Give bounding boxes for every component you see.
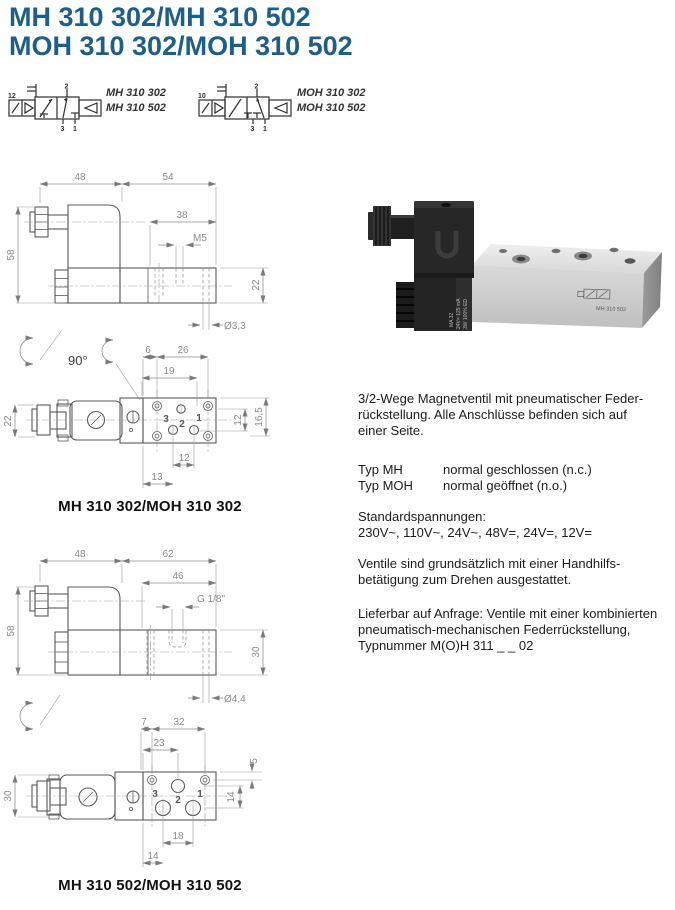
manual-override-note <box>358 556 670 588</box>
photo-valve-block <box>472 244 662 328</box>
svg-text:90°: 90° <box>68 353 88 368</box>
dimension-drawing-310502 <box>0 535 300 880</box>
voltages-values: 230V~, 110V~, 24V~, 48V=, 24V=, 12V= <box>358 524 592 540</box>
symbol-moh-graphic <box>199 84 291 124</box>
on-request-line2: pneumatisch-mechanischen Federrückstellung, <box>358 621 631 637</box>
svg-text:Ø4,4: Ø4,4 <box>224 694 246 705</box>
page-title-line1: MH 310 302/MH 310 502 <box>9 2 311 32</box>
description-intro-line2: rückstellung. Alle Anschlüsse befinden sich auf <box>358 406 627 422</box>
symbol-mh-label1: MH 310 302 <box>106 87 166 99</box>
caption-310502: MH 310 502/MOH 310 502 <box>58 877 242 894</box>
svg-text:16,5: 16,5 <box>254 407 265 427</box>
manual-override-line2: betätigung zum Drehen ausgestattet. <box>358 571 572 587</box>
symbol-mh-port2: 2 <box>64 83 69 91</box>
symbol-mh-label2: MH 310 502 <box>106 102 166 114</box>
svg-text:30: 30 <box>3 790 14 802</box>
d2-plan-dims <box>3 717 262 867</box>
d1-plan-dims <box>3 345 270 488</box>
svg-text:14: 14 <box>226 791 237 803</box>
svg-text:46: 46 <box>172 571 184 582</box>
type-moh-label: Typ MOH <box>358 477 413 493</box>
svg-text:48: 48 <box>74 549 86 560</box>
svg-text:58: 58 <box>6 625 17 637</box>
symbol-moh-port2: 2 <box>254 83 259 91</box>
svg-text:23: 23 <box>153 738 165 749</box>
d1-side-view <box>24 205 232 330</box>
svg-text:M5: M5 <box>193 233 207 244</box>
type-row-moh <box>358 478 670 494</box>
photo-coil-text1: MA 32 <box>449 312 455 327</box>
svg-text:2: 2 <box>175 795 181 806</box>
page-title-line2: MOH 310 302/MOH 310 502 <box>9 31 353 61</box>
svg-text:5: 5 <box>249 758 260 764</box>
svg-text:14: 14 <box>147 851 159 862</box>
symbol-moh-label2: MOH 310 502 <box>297 102 366 114</box>
svg-text:13: 13 <box>151 472 163 483</box>
svg-text:12: 12 <box>178 453 190 464</box>
svg-text:22: 22 <box>3 415 14 427</box>
symbol-mh-port1: 1 <box>73 126 77 131</box>
page-title <box>9 3 353 61</box>
on-request-line1: Lieferbar auf Anfrage: Ventile mit einer kombinierten <box>358 606 658 621</box>
d1-plan-view <box>26 390 232 452</box>
svg-text:54: 54 <box>162 172 174 183</box>
d2-plan-view <box>26 765 232 829</box>
symbol-moh-pilot-label: 10 <box>198 93 206 100</box>
caption-310302: MH 310 302/MOH 310 302 <box>58 498 242 515</box>
voltages-block <box>358 509 670 541</box>
svg-text:30: 30 <box>251 646 262 658</box>
type-row-mh <box>358 462 670 478</box>
svg-text:12: 12 <box>233 414 244 426</box>
svg-text:19: 19 <box>163 366 175 377</box>
photo-coil-text3: 3W 100% ED <box>463 298 469 329</box>
svg-text:Ø3,3: Ø3,3 <box>224 321 246 332</box>
symbol-moh-port3: 3 <box>250 126 255 131</box>
type-table <box>358 462 670 494</box>
pneumatic-symbol-moh <box>197 83 293 131</box>
symbol-moh-label1: MOH 310 302 <box>297 87 366 99</box>
photo-block-label: MH 310 502 <box>595 306 627 314</box>
svg-text:18: 18 <box>172 831 184 842</box>
photo-coil-text2: 24V= 125 mA <box>456 298 462 329</box>
svg-text:G 1/8": G 1/8" <box>197 594 226 605</box>
svg-text:38: 38 <box>176 210 188 221</box>
d1-rotation-annotation <box>20 330 140 400</box>
svg-text:3: 3 <box>152 789 158 800</box>
svg-text:22: 22 <box>251 279 262 291</box>
voltages-title: Standardspannungen: <box>358 509 486 524</box>
type-mh-label: Typ MH <box>358 462 403 477</box>
svg-text:58: 58 <box>6 249 17 261</box>
svg-text:62: 62 <box>162 549 174 560</box>
svg-text:26: 26 <box>177 345 189 356</box>
symbol-mh-pilot-label: 12 <box>8 93 16 100</box>
manual-override-line1: Ventile sind grundsätzlich mit einer Handhilfs- <box>358 556 621 571</box>
svg-text:3: 3 <box>163 414 169 425</box>
symbol-mh-port3: 3 <box>60 126 65 131</box>
description-intro-line1: 3/2-Wege Magnetventil mit pneumatischer Feder- <box>358 391 644 406</box>
type-mh-value: normal geschlossen (n.c.) <box>443 462 592 477</box>
d2-rotation-annotation <box>20 695 60 729</box>
d1-side-dims <box>6 172 268 332</box>
on-request-note <box>358 606 673 653</box>
on-request-line3: Typnummer M(O)H 311 _ _ 02 <box>358 637 534 653</box>
symbol-moh-port1: 1 <box>263 126 267 131</box>
svg-text:1: 1 <box>197 789 203 800</box>
svg-text:48: 48 <box>74 172 86 183</box>
type-moh-value: normal geöffnet (n.o.) <box>443 477 568 493</box>
photo-coil-assembly <box>368 201 474 331</box>
d2-side-dims <box>6 549 268 705</box>
dimension-drawing-310302 <box>0 158 300 503</box>
symbol-moh-labels <box>297 86 365 116</box>
svg-text:6: 6 <box>145 345 151 356</box>
pneumatic-symbol-mh <box>7 83 103 131</box>
svg-text:7: 7 <box>141 717 147 728</box>
svg-text:32: 32 <box>173 717 185 728</box>
description-intro <box>358 391 670 438</box>
svg-text:2: 2 <box>179 419 185 430</box>
symbol-mh-labels <box>106 86 166 116</box>
product-photo <box>358 165 668 340</box>
description-intro-line3: einer Seite. <box>358 422 424 438</box>
svg-text:1: 1 <box>196 413 202 424</box>
symbol-mh-graphic <box>9 84 101 124</box>
